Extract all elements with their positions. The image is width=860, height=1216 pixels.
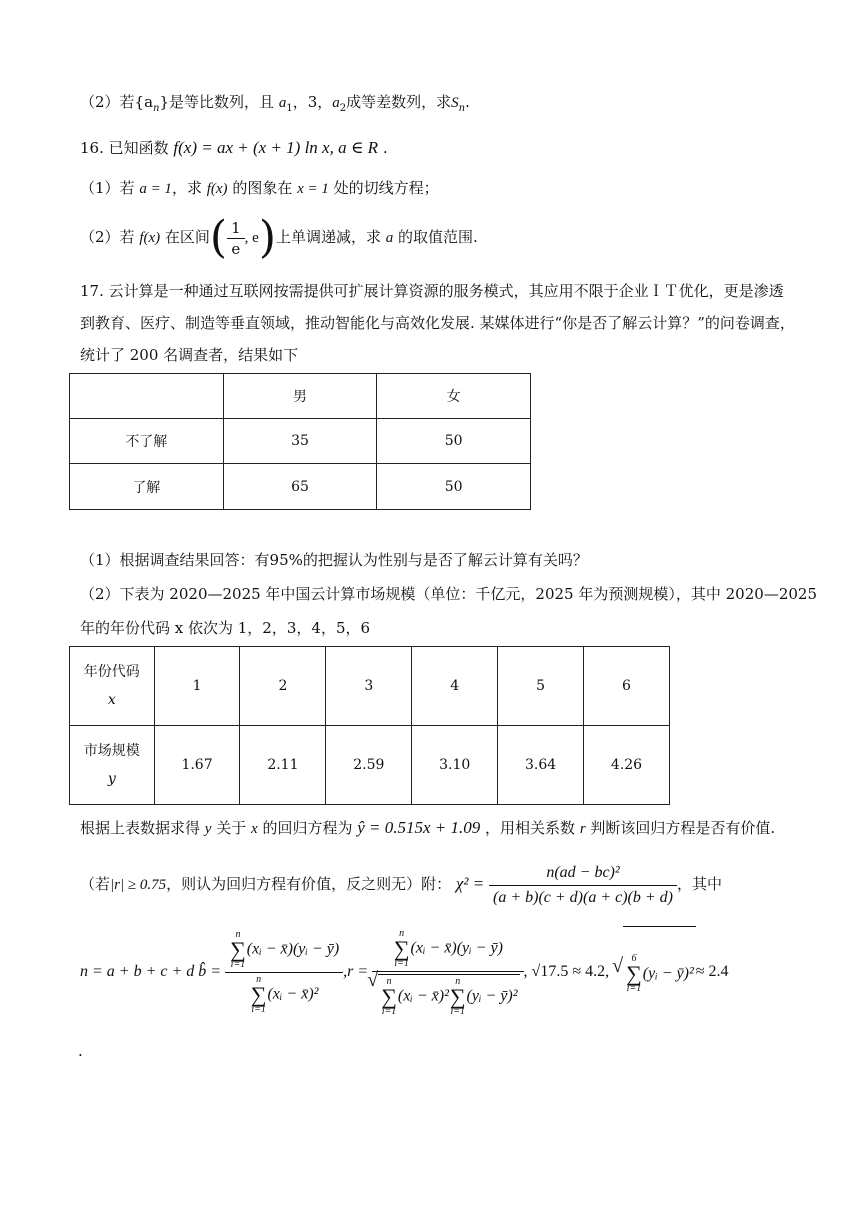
text: 根据上表数据求得 [80, 819, 205, 837]
q16-text: 处的切线方程； [328, 179, 439, 197]
sqrt-sum-yy [623, 926, 696, 1019]
table-cell: 50 [377, 464, 531, 510]
subscript: n [153, 103, 160, 114]
var-S: S [451, 95, 459, 111]
table-cell: 5 [498, 647, 584, 726]
table-cell: 不了解 [70, 419, 224, 464]
denominator: e [231, 239, 241, 258]
table-cell: 35 [223, 419, 377, 464]
var-a1: a [278, 95, 287, 111]
sum-term: (xᵢ − x̄)(yᵢ − ȳ) [246, 940, 340, 958]
text: ，则认为回归方程有价值，反之则无）附： [166, 875, 452, 893]
sum-term: (yᵢ − ȳ)² [466, 987, 518, 1005]
q17-part2-line1: （2）下表为 2020—2025 年中国云计算市场规模（单位：千亿元，2025 年为预测规模），其中 2020—2025 [80, 585, 817, 603]
text: 判断该回归方程是否有价值. [585, 819, 776, 837]
math: x [251, 821, 258, 837]
sum-term: (xᵢ − x̄)² [397, 987, 449, 1005]
q15-text: （2）若{a [80, 93, 154, 111]
chi-square-note [80, 859, 722, 910]
text: ，其中 [677, 875, 723, 893]
math: r [579, 821, 586, 837]
survey-table [69, 373, 531, 510]
formula-line [80, 926, 729, 1019]
math: a = 1 [139, 181, 172, 197]
math: y [204, 821, 212, 837]
table-cell: 了解 [70, 464, 224, 510]
regression-equation: ŷ = 0.515x + 1.09 [357, 818, 481, 837]
table-cell: 3 [326, 647, 412, 726]
q16-text: 上单调递减，求 [275, 228, 386, 246]
var-a2: a [332, 95, 340, 111]
sum-lower: i=1 [251, 1004, 266, 1015]
q15-text: }是等比数列，且 [159, 93, 275, 111]
math: a [385, 230, 394, 246]
sum-upper: n [455, 975, 461, 987]
summation [394, 929, 410, 969]
table-cell: 4.26 [584, 726, 670, 805]
q17-stem-line3: 统计了 200 名调查者，结果如下 [80, 346, 299, 364]
numerator [372, 929, 523, 972]
interval-fraction [227, 220, 245, 257]
q16-text: （2）若 [80, 228, 140, 246]
subscript: 1 [286, 103, 293, 114]
sigma-icon: ∑ [381, 983, 397, 1009]
sum-lower: i=1 [230, 959, 246, 970]
sum-term: (yᵢ − ȳ)² [642, 965, 694, 982]
sqrt [378, 974, 519, 1017]
text: （若 [80, 875, 111, 893]
approx-sqrt: , √17.5 ≈ 4.2, [523, 963, 610, 981]
sigma-icon: ∑ [393, 935, 410, 961]
row-var: y [107, 771, 116, 787]
table-header-male: 男 [223, 374, 377, 419]
table-cell: 4 [412, 647, 498, 726]
table-row [70, 374, 531, 419]
math: x = 1 [297, 181, 329, 197]
q17-stem-line1: 17. 云计算是一种通过互联网按需提供可扩展计算资源的服务模式，其应用不限于企业ＩＴ优化，更是渗透 [80, 282, 784, 300]
table-cell: 3.10 [412, 726, 498, 805]
sum-term: (xᵢ − x̄)(yᵢ − ȳ) [410, 939, 503, 957]
numerator: 1 [227, 220, 245, 239]
table-cell: 3.64 [498, 726, 584, 805]
text: 的回归方程为 [257, 819, 358, 837]
table-cell: 65 [223, 464, 377, 510]
denominator [225, 973, 343, 1015]
q16-part1 [80, 177, 439, 200]
q16-text: . [378, 139, 388, 157]
sum-lower: i=1 [450, 1005, 465, 1017]
table-cell: 6 [584, 647, 670, 726]
q17-part1: （1）根据调查结果回答：有95%的把握认为性别与是否了解云计算有关吗？ [80, 551, 588, 569]
table-row [70, 419, 531, 464]
market-size-table [69, 646, 670, 805]
sum-lower: i=1 [381, 1005, 397, 1017]
text: ，用相关系数 [480, 819, 580, 837]
row-var: x [107, 692, 116, 708]
table-cell: 2.11 [240, 726, 326, 805]
b-hat-fraction [225, 930, 343, 1015]
table-cell: 1 [154, 647, 240, 726]
sum-term: (xᵢ − x̄)² [267, 985, 319, 1003]
numerator: n(ad − bc)² [489, 863, 677, 886]
q16-part2 [80, 214, 478, 261]
row-header-year-code [70, 647, 155, 726]
q15-part2 [80, 91, 470, 120]
sum-upper: n [399, 927, 405, 939]
paren-right: ) [258, 212, 276, 263]
table-cell [70, 374, 224, 419]
table-cell: 2 [240, 647, 326, 726]
q16-formula: f(x) = ax + (x + 1) ln x, a ∈ R [173, 138, 379, 157]
table-cell: 1.67 [154, 726, 240, 805]
chi-square-lhs: χ² = [455, 874, 485, 893]
sum-upper: n [235, 929, 241, 940]
q15-text: ，3， [292, 93, 333, 111]
sum-upper: n [256, 974, 262, 985]
summation [230, 930, 246, 970]
math: |r| ≥ 0.75 [110, 877, 167, 893]
sum-lower: i=1 [626, 983, 642, 995]
q16-text: 16. 已知函数 [80, 139, 174, 157]
denominator [372, 972, 523, 1017]
regression-sentence [80, 817, 775, 840]
n-definition: n = a + b + c + d [80, 963, 195, 981]
q16-text: ，求 [171, 179, 207, 197]
r-lhs: ,r = [343, 963, 369, 981]
math: , e [244, 230, 259, 246]
row-label: 年份代码 [83, 664, 140, 680]
denominator: (a + b)(c + d)(a + c)(b + d) [492, 888, 673, 906]
table-row [70, 726, 670, 805]
text: 关于 [211, 819, 251, 837]
chi-square-fraction [489, 863, 677, 908]
q16-text: 的取值范围. [393, 228, 478, 246]
sigma-icon: ∑ [230, 937, 246, 962]
q15-text: . [465, 93, 470, 111]
sum-upper: n [386, 975, 392, 987]
table-cell: 50 [377, 419, 531, 464]
q16-text: 的图象在 [227, 179, 298, 197]
r-fraction [372, 929, 523, 1017]
trailing-period: . [78, 1042, 83, 1060]
q16-stem [80, 137, 388, 159]
sigma-icon: ∑ [250, 982, 267, 1007]
sigma-icon: ∑ [449, 983, 466, 1009]
table-row [70, 464, 531, 510]
math: f(x) [206, 181, 228, 197]
table-row [70, 647, 670, 726]
q16-text: 在区间 [160, 228, 210, 246]
paren-left: ( [209, 212, 228, 263]
row-label: 市场规模 [83, 743, 140, 759]
subscript: 2 [339, 103, 347, 114]
row-header-market-size [70, 726, 155, 805]
subscript: n [458, 103, 466, 114]
numerator [225, 930, 343, 973]
q16-text: （1）若 [80, 179, 140, 197]
b-hat-lhs: b̂ = [198, 963, 222, 981]
sum-upper: 6 [631, 953, 637, 965]
approx-value: ≈ 2.4 [695, 963, 729, 981]
q15-text: 成等差数列，求 [346, 93, 452, 111]
sigma-icon: ∑ [626, 961, 642, 987]
summation [626, 954, 642, 994]
summation [381, 977, 397, 1017]
table-cell: 2.59 [326, 726, 412, 805]
q17-part2-line2: 年的年份代码 x 依次为 1，2，3，4，5，6 [80, 619, 371, 637]
math: f(x) [139, 230, 161, 246]
q17-stem-line2: 到教育、医疗、制造等垂直领域，推动智能化与高效化发展. 某媒体进行“你是否了解云计算？”的问卷调查， [80, 314, 795, 332]
summation [450, 977, 466, 1017]
table-header-female: 女 [377, 374, 531, 419]
summation [251, 975, 267, 1015]
sum-lower: i=1 [394, 957, 409, 969]
